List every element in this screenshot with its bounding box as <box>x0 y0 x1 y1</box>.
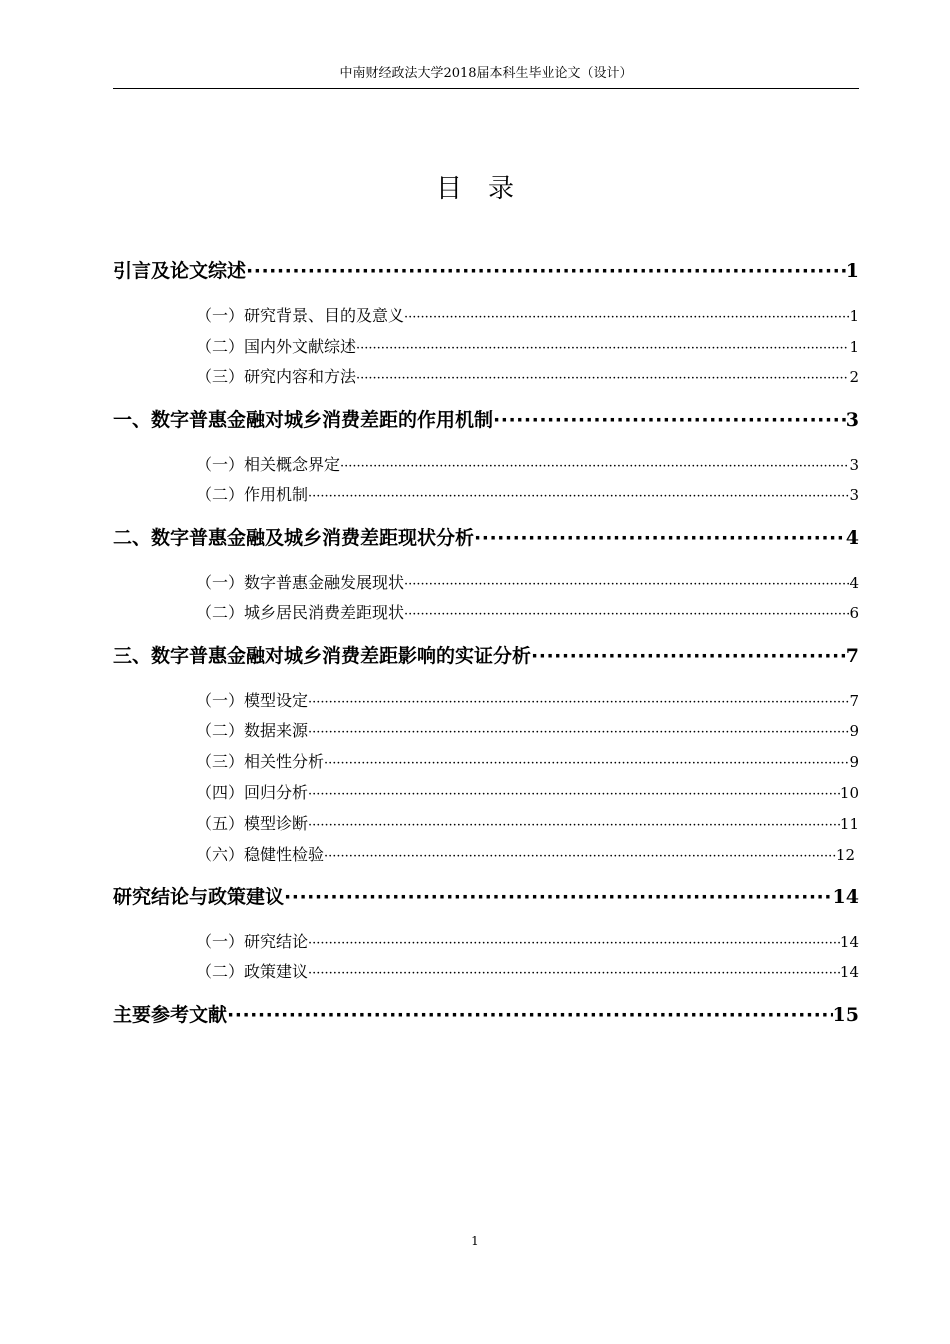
toc-entry[interactable] <box>196 959 859 982</box>
toc-entry-page: 3 <box>849 486 859 504</box>
toc-leader-dots <box>308 489 849 504</box>
toc-leader-dots <box>308 695 849 710</box>
toc-entry-label: 一、数字普惠金融对城乡消费差距的作用机制 <box>113 409 494 431</box>
toc-entry-page: 14 <box>832 886 859 908</box>
toc-entry-page: 2 <box>849 368 859 386</box>
toc-entry[interactable] <box>196 303 859 326</box>
toc-entry-page: 7 <box>845 645 859 667</box>
page-title: 目录 <box>435 174 540 204</box>
toc-entry-page: 7 <box>849 692 859 710</box>
toc-leader-dots <box>308 818 840 833</box>
toc-entry-label: （四）回归分析 <box>196 783 309 802</box>
toc-leader-dots <box>356 341 849 356</box>
page-number: 1 <box>471 1234 479 1248</box>
toc-leader-dots <box>531 645 846 667</box>
toc-entry-label: （五）模型诊断 <box>196 814 309 833</box>
toc-entry-label: （二）国内外文献综述 <box>196 337 357 356</box>
toc-entry-label: （二）政策建议 <box>196 962 309 981</box>
toc-entry[interactable] <box>113 405 859 432</box>
toc-entry[interactable] <box>196 780 859 803</box>
toc-entry-label: （一）研究背景、目的及意义 <box>196 306 405 325</box>
toc-entry-label: （三）相关性分析 <box>196 752 325 771</box>
toc-entry[interactable] <box>113 523 859 550</box>
toc-entry-label: （二）数据来源 <box>196 721 309 740</box>
toc-entry-label: （六）稳健性检验 <box>196 845 325 864</box>
toc-leader-dots <box>308 936 840 951</box>
toc-entry[interactable] <box>113 882 859 909</box>
toc-entry-page: 10 <box>839 784 859 802</box>
toc-entry-label: 引言及论文综述 <box>113 260 247 282</box>
toc-leader-dots <box>340 459 849 474</box>
toc-entry[interactable] <box>196 688 859 711</box>
toc-leader-dots <box>284 886 833 908</box>
toc-entry-page: 15 <box>832 1004 859 1026</box>
toc-entry[interactable] <box>196 718 859 741</box>
toc-leader-dots <box>493 409 846 431</box>
toc-entry[interactable] <box>196 570 859 593</box>
toc-entry[interactable] <box>196 811 859 834</box>
toc-leader-dots <box>356 371 849 386</box>
toc-entry[interactable] <box>113 256 859 283</box>
toc-entry[interactable] <box>196 364 859 387</box>
toc-leader-dots <box>308 787 840 802</box>
toc-entry-label: 三、数字普惠金融对城乡消费差距影响的实证分析 <box>113 645 532 667</box>
toc-entry[interactable] <box>196 334 859 357</box>
toc-entry-label: （一）数字普惠金融发展现状 <box>196 573 405 592</box>
toc-entry[interactable] <box>113 1000 859 1027</box>
toc-leader-dots <box>474 527 846 549</box>
toc-leader-dots <box>404 310 849 325</box>
toc-entry-page: 4 <box>845 527 859 549</box>
toc-entry-page: 1 <box>849 307 859 325</box>
toc-entry-page: 1 <box>849 338 859 356</box>
toc-leader-dots <box>324 849 836 864</box>
toc-entry-page: 3 <box>849 456 859 474</box>
toc-entry-page: 3 <box>845 409 859 431</box>
toc-entry-page: 12 <box>835 846 855 864</box>
toc-entry-page: 11 <box>839 815 859 833</box>
toc-entry-label: （一）研究结论 <box>196 932 309 951</box>
toc-entry-page: 14 <box>839 963 859 981</box>
toc-leader-dots <box>308 966 840 981</box>
toc-leader-dots <box>227 1004 833 1026</box>
toc-entry-label: （一）相关概念界定 <box>196 455 341 474</box>
toc-entry-label: （三）研究内容和方法 <box>196 367 357 386</box>
toc-entry-page: 4 <box>849 574 859 592</box>
toc-entry[interactable] <box>196 929 859 952</box>
toc-entry[interactable] <box>196 482 859 505</box>
toc-entry-page: 9 <box>849 722 859 740</box>
toc-entry[interactable] <box>196 749 859 772</box>
toc-entry-label: （二）城乡居民消费差距现状 <box>196 603 405 622</box>
toc-entry[interactable] <box>196 452 859 475</box>
toc-entry-label: 二、数字普惠金融及城乡消费差距现状分析 <box>113 527 475 549</box>
running-header: 中南财经政法大学2018届本科生毕业论文（设计） <box>113 64 859 89</box>
toc-entry-label: （二）作用机制 <box>196 485 309 504</box>
toc-entry[interactable] <box>196 600 859 623</box>
toc-entry[interactable] <box>113 641 859 668</box>
toc-leader-dots <box>246 260 846 282</box>
toc-entry-page: 1 <box>845 260 859 282</box>
toc-leader-dots <box>308 725 849 740</box>
toc-entry[interactable] <box>196 842 855 865</box>
toc-entry-page: 6 <box>849 604 859 622</box>
toc-leader-dots <box>404 607 849 622</box>
toc-entry-label: 主要参考文献 <box>113 1004 228 1026</box>
toc-entry-label: （一）模型设定 <box>196 691 309 710</box>
toc-entry-page: 9 <box>849 753 859 771</box>
toc-entry-label: 研究结论与政策建议 <box>113 886 285 908</box>
toc-entry-page: 14 <box>839 933 859 951</box>
toc-leader-dots <box>324 756 849 771</box>
toc-leader-dots <box>404 577 849 592</box>
